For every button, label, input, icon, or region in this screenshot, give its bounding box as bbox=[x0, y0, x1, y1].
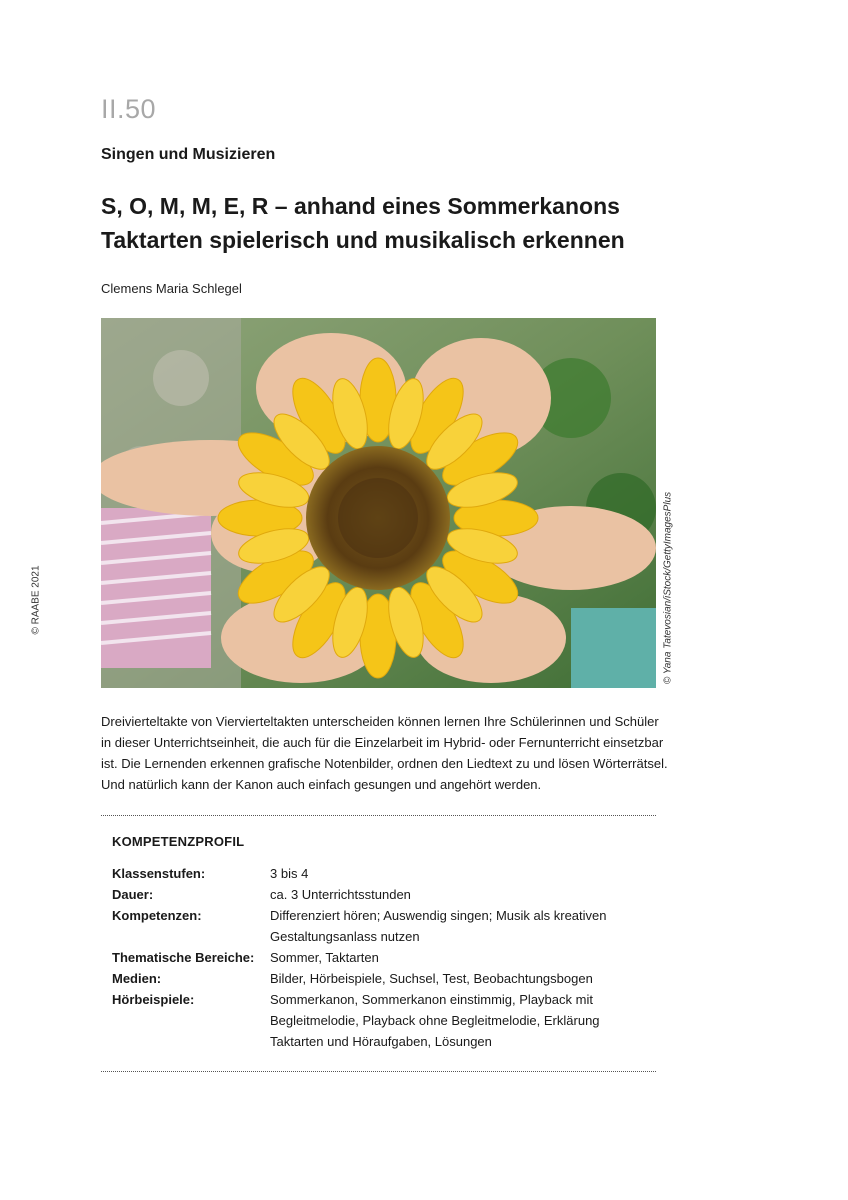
intro-line: in dieser Unterrichtseinheit, die auch für die Einzelarbeit im Hybrid- oder Fernunterricht einsetzbar bbox=[101, 735, 664, 750]
intro-line: Und natürlich kann der Kanon auch einfach gesungen und angehört werden. bbox=[101, 777, 542, 792]
competence-profile bbox=[112, 863, 652, 1052]
intro-line: Dreivierteltakte von Viervierteltakten unterscheiden können lernen Ihre Schülerinnen und Schüler bbox=[101, 714, 659, 729]
page-number: II.50 bbox=[101, 94, 157, 124]
profile-label: Thematische Bereiche: bbox=[112, 950, 255, 965]
intro-paragraph bbox=[101, 711, 671, 795]
profile-row bbox=[112, 989, 652, 1052]
profile-value-line: Taktarten und Höraufgaben, Lösungen bbox=[270, 1034, 492, 1049]
section-label: Singen und Musizieren bbox=[101, 146, 276, 163]
copyright-notice: © RAABE 2021 bbox=[30, 565, 42, 635]
profile-value bbox=[270, 989, 652, 1052]
profile-row bbox=[112, 863, 652, 884]
profile-row bbox=[112, 947, 652, 968]
sunflower-photo bbox=[101, 318, 656, 688]
profile-value-line: Bilder, Hörbeispiele, Suchsel, Test, Beobachtungsbogen bbox=[270, 971, 593, 986]
profile-label: Hörbeispiele: bbox=[112, 992, 195, 1007]
profile-row bbox=[112, 905, 652, 947]
profile-value-line: 3 bis 4 bbox=[270, 866, 309, 881]
profile-value-line: Sommerkanon, Sommerkanon einstimmig, Playback mit bbox=[270, 992, 593, 1007]
profile-value-line: Gestaltungsanlass nutzen bbox=[270, 929, 420, 944]
profile-value-line: Differenziert hören; Auswendig singen; Musik als kreativen bbox=[270, 908, 607, 923]
profile-label: Kompetenzen: bbox=[112, 908, 202, 923]
profile-label: Dauer: bbox=[112, 887, 154, 902]
profile-value bbox=[270, 863, 652, 884]
profile-label: Klassenstufen: bbox=[112, 866, 206, 881]
profile-heading: KOMPETENZPROFIL bbox=[112, 834, 245, 849]
divider-bottom bbox=[101, 1071, 656, 1072]
profile-value-line: Begleitmelodie, Playback ohne Begleitmelodie, Erklärung bbox=[270, 1013, 600, 1028]
profile-value bbox=[270, 947, 652, 968]
photo-credit: © Yana Tatevosian/iStock/GettyImagesPlus bbox=[662, 491, 674, 685]
document-title bbox=[101, 189, 625, 257]
profile-value bbox=[270, 884, 652, 905]
profile-value bbox=[270, 905, 652, 947]
profile-label: Medien: bbox=[112, 971, 162, 986]
title-line: S, O, M, M, E, R – anhand eines Sommerkanons bbox=[101, 193, 620, 219]
author: Clemens Maria Schlegel bbox=[101, 281, 242, 296]
profile-value bbox=[270, 968, 652, 989]
profile-value-line: Sommer, Taktarten bbox=[270, 950, 379, 965]
intro-line: ist. Die Lernenden erkennen grafische Notenbilder, ordnen den Liedtext zu und lösen Wörterrätsel. bbox=[101, 756, 668, 771]
title-line: Taktarten spielerisch und musikalisch erkennen bbox=[101, 227, 625, 253]
profile-value-line: ca. 3 Unterrichtsstunden bbox=[270, 887, 411, 902]
profile-row bbox=[112, 884, 652, 905]
divider-top bbox=[101, 815, 656, 816]
profile-row bbox=[112, 968, 652, 989]
